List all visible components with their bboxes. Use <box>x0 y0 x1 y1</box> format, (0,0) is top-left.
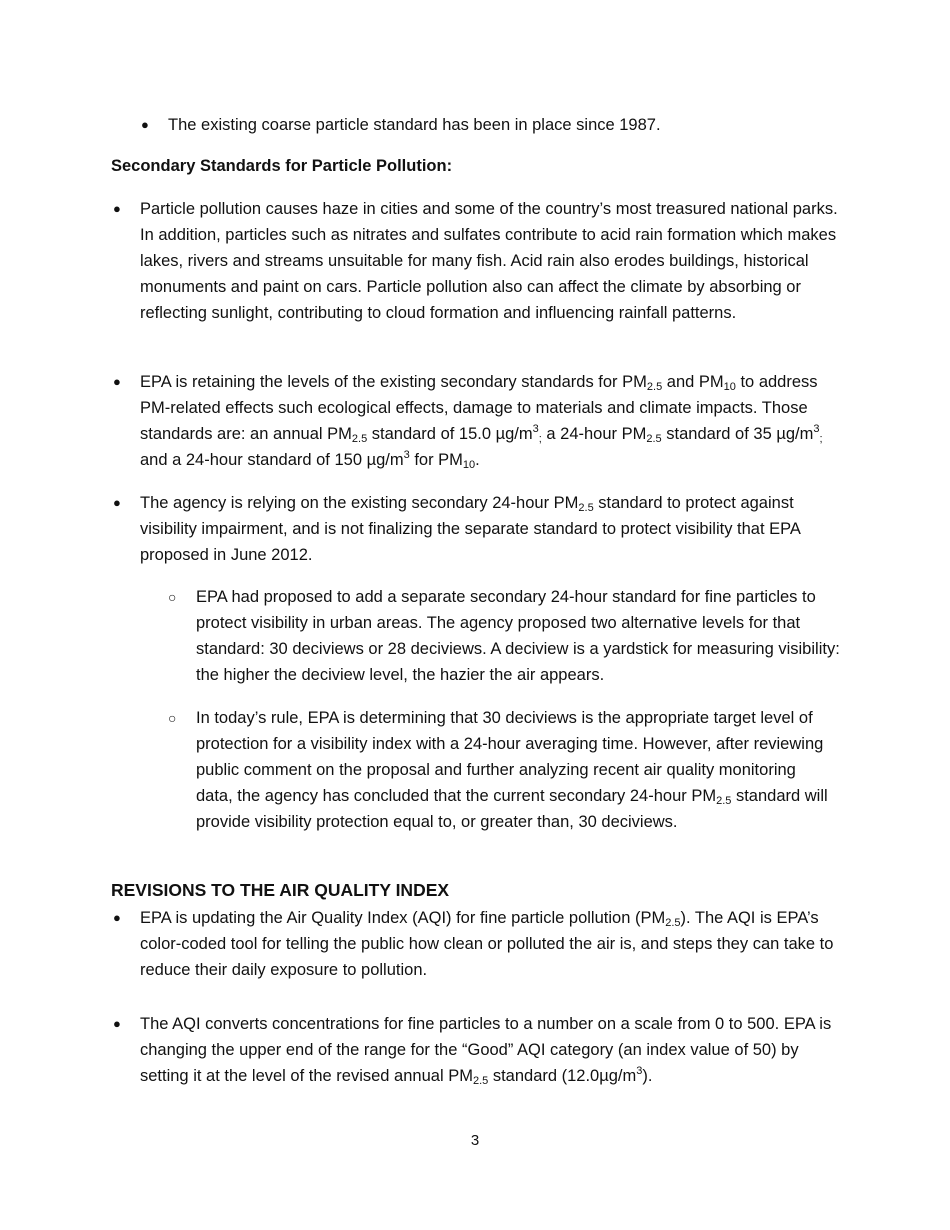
sub-bullet-marker: ○ <box>168 710 177 726</box>
aqi-update-item: EPA is updating the Air Quality Index (AQI) for fine particle pollution $(PM_{2.5})$. The AQI is EPA’s color-coded tool for telling the public how clean or polluted the air is, and steps they can take to reduce their daily exposure to pollution. <box>140 909 834 979</box>
page-number: 3 <box>470 1132 480 1149</box>
bullet-marker: ● <box>113 374 121 389</box>
bullet-marker: ● <box>113 201 121 216</box>
aqi-revisions-heading: REVISIONS TO THE AIR QUALITY INDEX <box>111 880 450 900</box>
retaining-levels-item: EPA is retaining the levels of the existing secondary standards for $PM_{2.5}$ and $PM_{10}$ to address PM-related effects such ecological effects, damage to materials and climate impacts. Those standards are: an annual $PM_{2.5}$ standard of 15.0 $\mu g/m^3_;$ a 24-hour $PM_{2.5}$ standard of 35 $\mu g/m^3_;$ and a 24-hour standard of 150 $\mu g/m^3$ for $PM_{10}$. <box>140 373 823 471</box>
bullet-marker: ● <box>113 1016 121 1031</box>
haze-item: Particle pollution causes haze in cities and some of the country’s most treasured national parks. In addition, particles such as nitrates and sulfates contribute to acid rain formation which makes lakes, rivers and streams unsuitable for many fish. Acid rain also erodes buildings, historical monuments and paint on cars. Particle pollution also can affect the climate by absorbing or reflecting sunlight, contributing to cloud formation and influencing rainfall patterns. <box>140 200 838 322</box>
bullet-marker: ● <box>113 910 121 925</box>
visibility-standard-item: The agency is relying on the existing secondary 24-hour $PM_{2.5}$ standard to protect against visibility impairment, and is not finalizing the separate standard to protect visibility that EPA proposed in June 2012. <box>140 494 801 564</box>
sub-bullet-marker: ○ <box>168 589 177 605</box>
bullet-marker: ● <box>113 495 121 510</box>
secondary-standards-heading: Secondary Standards for Particle Pollution: <box>111 157 453 175</box>
todays-rule-subitem: In today’s rule, EPA is determining that 30 deciviews is the appropriate target level of protection for a visibility index with a 24-hour averaging time. However, after reviewing public comment on the proposal and further analyzing recent air quality monitoring data, the agency has concluded that the current secondary 24-hour $PM_{2.5}$ standard will provide visibility protection equal to, or greater than, 30 deciviews. <box>196 709 828 831</box>
bullet-marker: ● <box>141 117 149 132</box>
coarse-standard-item: The existing coarse particle standard has been in place since 1987. <box>168 116 661 134</box>
proposed-standard-subitem: EPA had proposed to add a separate secondary 24-hour standard for fine particles to protect visibility in urban areas. The agency proposed two alternative levels for that standard: 30 deciviews or 28 deciviews. A deciview is a yardstick for measuring visibility: the higher the deciview level, the hazier the air appears. <box>196 588 840 684</box>
aqi-scale-item: The AQI converts concentrations for fine particles to a number on a scale from 0 to 500. EPA is changing the upper end of the range for the “Good” AQI category (an index value of 50) by setting it at the level of the revised annual $PM_{2.5}$ standard $(12.0\mu g/m^3)$. <box>140 1015 832 1087</box>
